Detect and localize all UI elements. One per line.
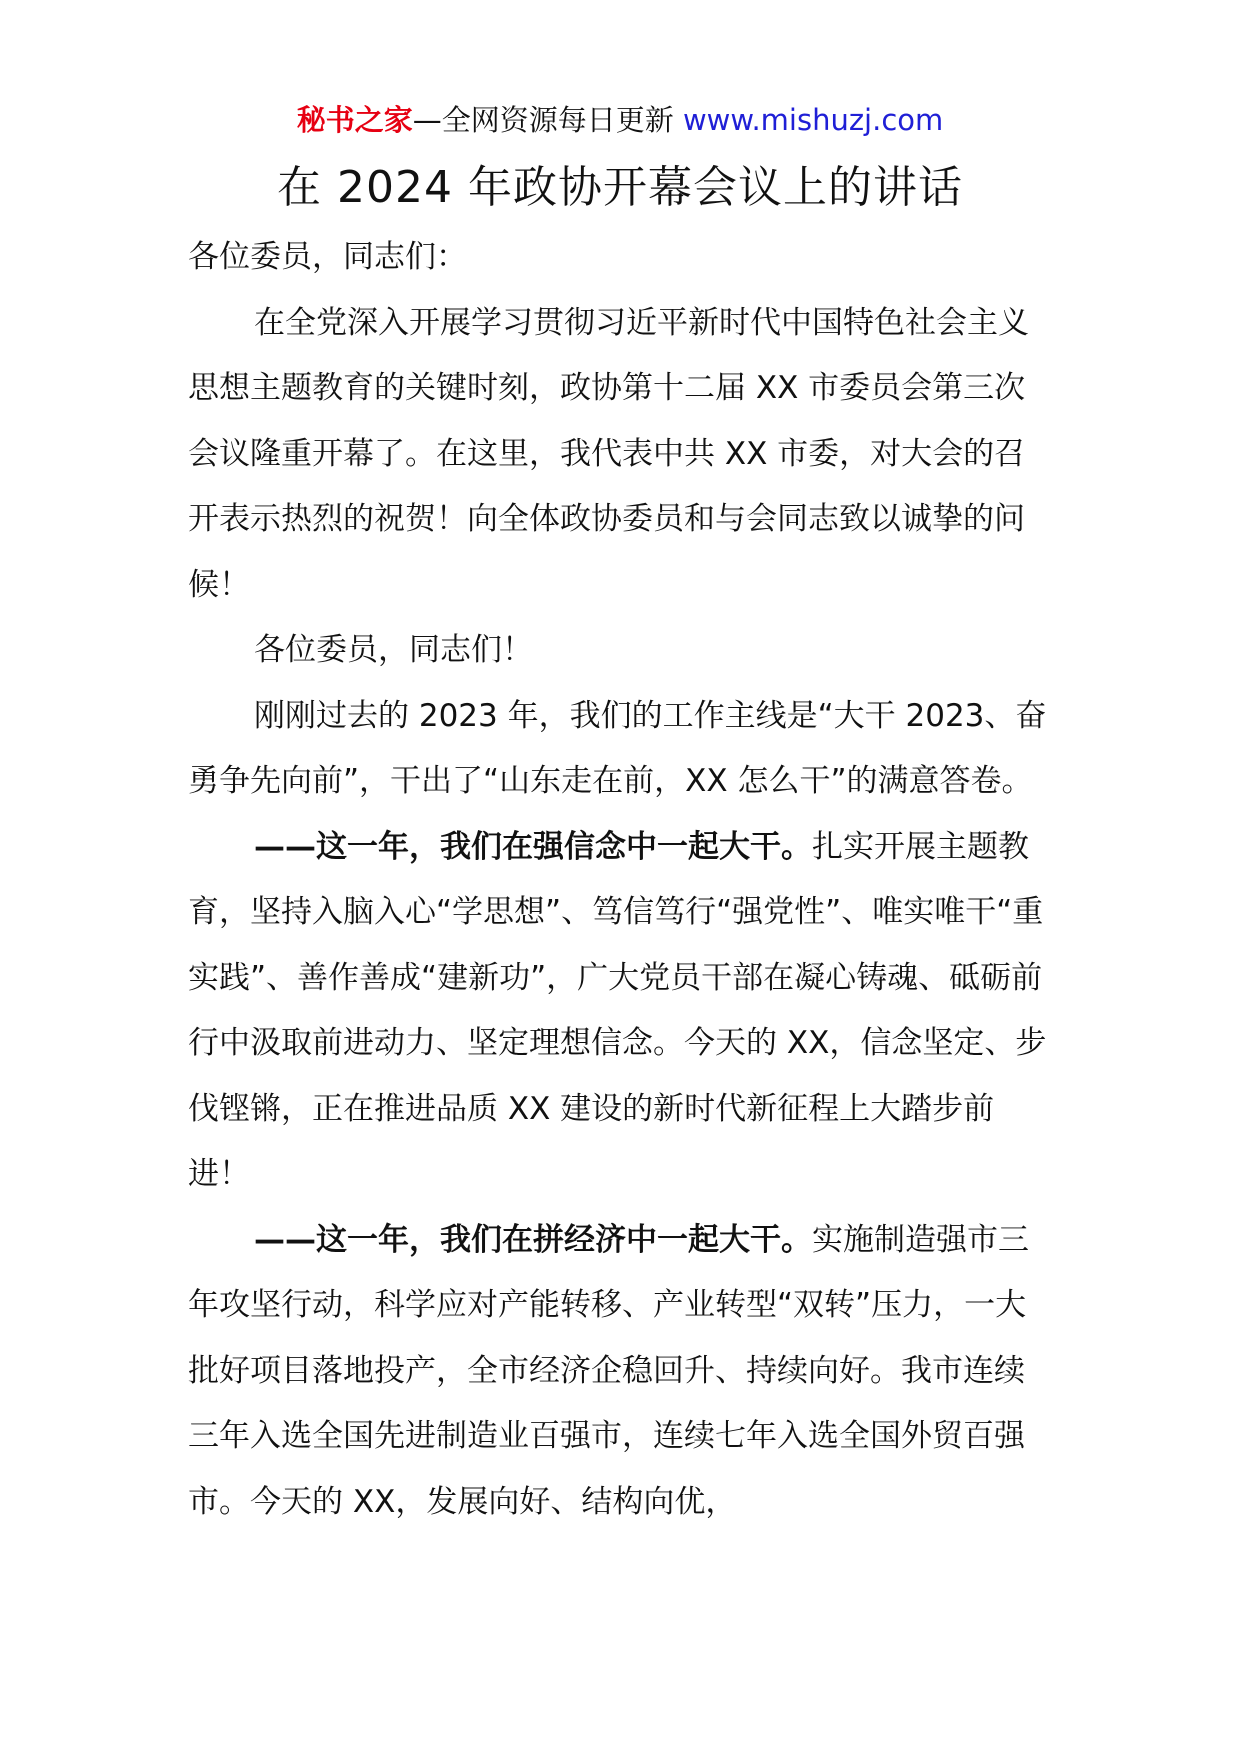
- paragraph: [188, 291, 1054, 619]
- paragraph-text: 刚刚过去的 2023 年，我们的工作主线是“大干 2023、奋勇争先向前”，干出了“山东走在前，XX 怎么干”的满意答卷。: [188, 697, 1047, 799]
- paragraph: [188, 618, 1054, 684]
- paragraph: [188, 815, 1054, 1208]
- paragraph-lead: ——这一年，我们在拼经济中一起大干。: [254, 1221, 812, 1258]
- paragraph: [188, 684, 1054, 815]
- site-tagline: —全网资源每日更新: [412, 103, 674, 137]
- paragraph-text: 扎实开展主题教育，坚持入脑入心“学思想”、笃信笃行“强党性”、唯实唯干“重实践”、善作善成“建新功”，广大党员干部在凝心铸魂、砥砺前行中汲取前进动力、坚定理想信念。今天的 XX，信念坚定、步伐铿锵，正在推进品质 XX 建设的新时代新征程上大踏步前进！: [188, 828, 1047, 1192]
- salutation: 各位委员，同志们：: [188, 239, 467, 275]
- paragraph-text: 实施制造强市三年攻坚行动，科学应对产能转移、产业转型“双转”压力，一大批好项目落地投产，全市经济企稳回升、持续向好。我市连续三年入选全国先进制造业百强市，连续七年入选全国外贸百强市。今天的 XX，发展向好、结构向优，: [188, 1221, 1029, 1520]
- paragraph: [188, 1208, 1054, 1536]
- paragraph-text: 在全党深入开展学习贯彻习近平新时代中国特色社会主义思想主题教育的关键时刻，政协第十二届 XX 市委员会第三次会议隆重开幕了。在这里，我代表中共 XX 市委，对大会的召开表示热烈的祝贺！向全体政协委员和与会同志致以诚挚的问候！: [188, 304, 1029, 603]
- paragraph-lead: ——这一年，我们在强信念中一起大干。: [254, 828, 812, 865]
- document-body: [188, 225, 1054, 1535]
- paragraph-text: 各位委员，同志们！: [254, 632, 533, 668]
- document-title: 在 2024 年政协开幕会议上的讲话: [277, 162, 963, 213]
- site-header: [0, 100, 1240, 140]
- site-brand: 秘书之家: [296, 103, 413, 137]
- site-url-link[interactable]: www.mishuzj.com: [682, 103, 944, 137]
